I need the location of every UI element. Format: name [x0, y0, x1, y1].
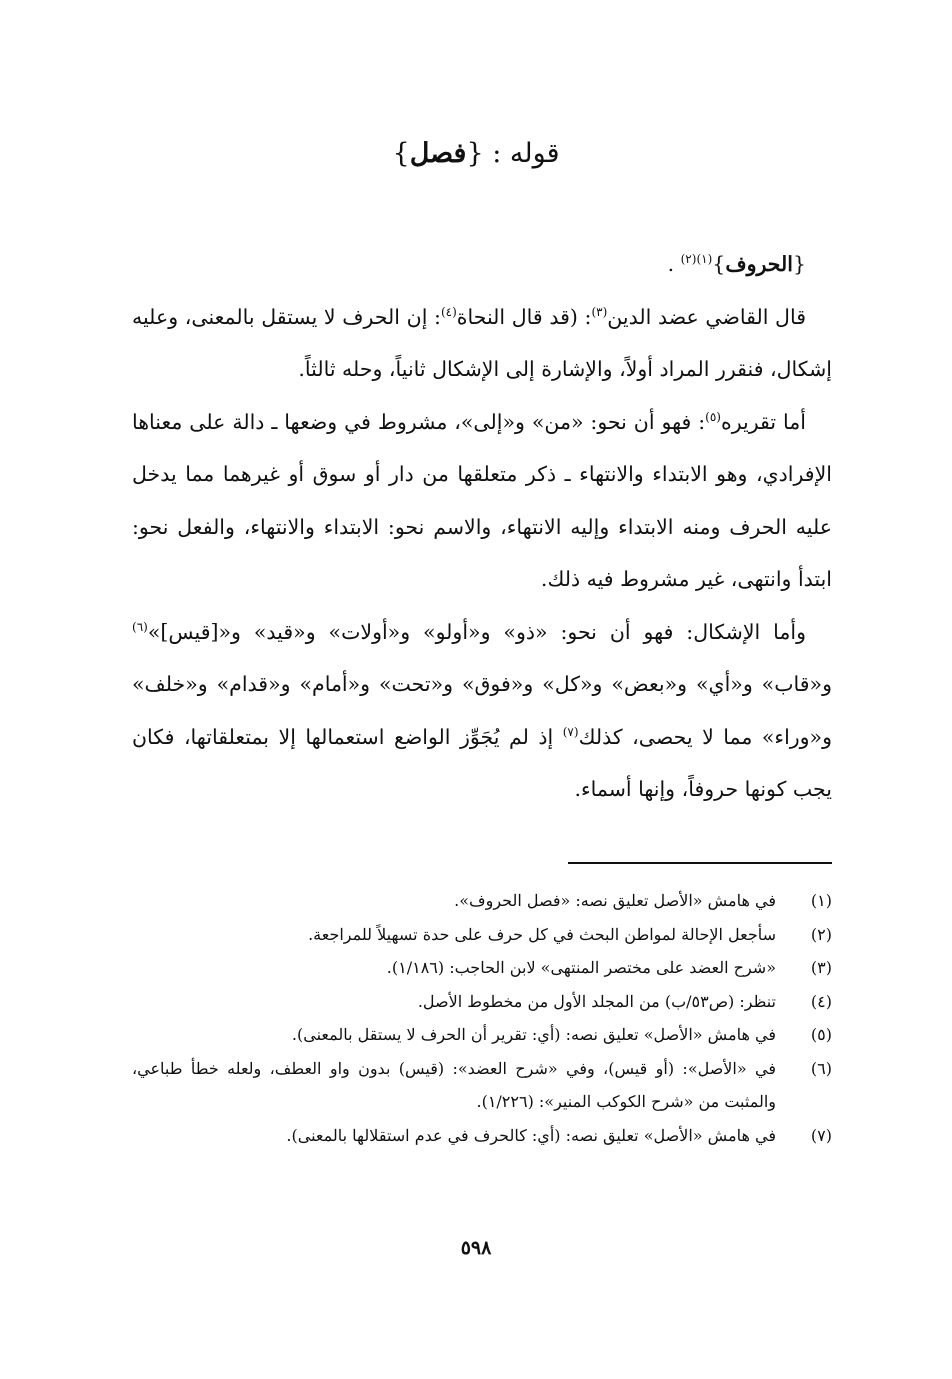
- footnote-item: [132, 1052, 832, 1119]
- paragraph-ishkal: وأما الإشكال: فهو أن نحو: «ذو» و«أولو» و«أولات» و«قيد» و«[قيس]»$^{(٦)}$ و«قاب» و«أي» و«بعض» و«كل» و«فوق» و«تحت» و«أمام» و«قدام» و«خلف» و«وراء» مما لا يحصى، كذلك$^{(٧)}$ إذ لم يُجَوِّز الواضع استعمالها إلا بمتعلقاتها، فكان يجب كونها حروفاً، وإنها أسماء.: [132, 619, 833, 801]
- heading-close-brace: }: [392, 138, 410, 169]
- heading-prefix: قوله :: [483, 138, 560, 169]
- footnote-item: [132, 985, 832, 1019]
- footnote-text: في «الأصل»: (أو قيس)، وفي «شرح العضد»: (قيس) بدون واو العطف، ولعله خطأ طباعي، والمثبت من «شرح الكوكب المنير»: (١/٢٢٦).: [132, 1058, 777, 1111]
- footnote-number: (٣): [810, 958, 832, 977]
- paragraph-taqrir: أما تقريره$^{(٥)}$: فهو أن نحو: «من» و«إلى»، مشروط في وضعها ـ دالة على معناها الإفرادي، وهو الابتداء والانتهاء ـ ذكر متعلقها من دار أو سوق أو غيرهما مما يدخل عليه الحرف ومنه الابتداء وإليه الانتهاء، والاسم نحو: الابتداء والانتهاء، والفعل نحو: ابتدأ وانتهى، غير مشروط فيه ذلك.: [132, 409, 832, 591]
- footnote-ref-3: (٣): [591, 304, 608, 319]
- footnote-item: [132, 918, 832, 952]
- footnote-text: في هامش «الأصل» تعليق نصه: (أي: كالحرف في عدم استقلالها بالمعنى).: [286, 1125, 776, 1145]
- footnote-ref-2: (٢): [680, 252, 697, 267]
- footnote-text: سأجعل الإحالة لمواطن البحث في كل حرف على حدة تسهيلاً للمراجعة.: [308, 924, 776, 944]
- footnote-number: (٤): [810, 991, 832, 1011]
- footnote-text: في هامش «الأصل تعليق نصه: «فصل الحروف».: [454, 891, 776, 910]
- section-heading: [0, 138, 952, 169]
- footnote-ref-4: (٤): [440, 304, 457, 319]
- paragraph-qadi: قال القاضي عضد الدين$^{(٣)}$: (قد قال النحاة$^{(٤)}$: إن الحرف لا يستقل بالمعنى، وعليه إشكال، فنقرر المراد أولاً، والإشارة إلى الإشكال ثانياً، وحله ثالثاً.: [132, 304, 832, 381]
- footnote-ref-7: (٧): [562, 724, 579, 739]
- footnotes-list: [132, 884, 832, 1152]
- footnote-item: [132, 951, 832, 985]
- footnote-item: [132, 1119, 832, 1153]
- footnote-number: (١): [810, 891, 832, 910]
- footnote-text: في هامش «الأصل» تعليق نصه: (أي: تقرير أن الحرف لا يستقل بالمعنى).: [291, 1025, 776, 1044]
- footnote-number: (٥): [810, 1025, 832, 1044]
- footnote-ref-1: (١): [696, 252, 713, 267]
- paragraph-term: {الحروف}$^{(١)(٢)}$ .: [667, 252, 806, 276]
- heading-title: فصل: [409, 138, 467, 169]
- footnote-text: «شرح العضد على مختصر المنتهى» لابن الحاجب: (١/١٨٦).: [386, 958, 776, 977]
- footnote-text: تنظر: (ص٥٣/ب) من المجلد الأول من مخطوط الأصل.: [417, 991, 776, 1011]
- term-huruf: الحروف: [725, 252, 793, 276]
- footnote-number: (٦): [810, 1058, 832, 1078]
- main-text: [132, 238, 832, 816]
- page-number: ٥٩٨: [460, 1237, 492, 1259]
- footnote-number: (٧): [810, 1125, 832, 1145]
- footnote-number: (٢): [810, 924, 832, 944]
- footnote-ref-6: (٦): [132, 619, 148, 634]
- footnote-item: [132, 884, 832, 918]
- footnote-divider: [568, 862, 832, 864]
- footnote-item: [132, 1018, 832, 1052]
- heading-open-brace: {: [466, 138, 484, 169]
- footnote-ref-5: (٥): [705, 409, 721, 424]
